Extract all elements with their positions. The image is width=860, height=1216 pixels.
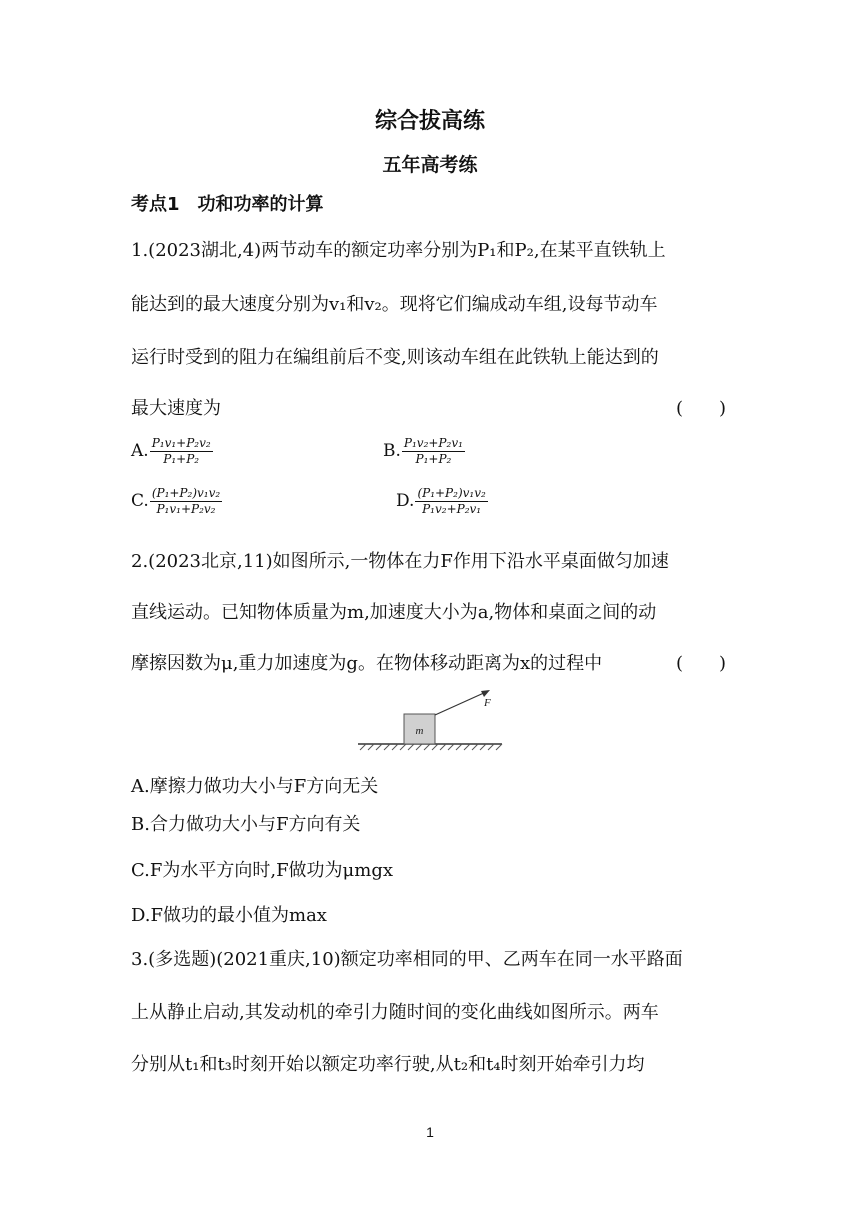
- numerator: (P₁+P₂)v₁v₂: [151, 486, 221, 500]
- fraction: [402, 436, 465, 467]
- q2-answer-bracket: ( ): [676, 653, 727, 674]
- option-label: A.: [131, 441, 149, 461]
- q2-option-a: A.摩擦力做功大小与F方向无关: [131, 776, 379, 797]
- fraction: [150, 436, 213, 467]
- q1-option-d: [396, 486, 488, 517]
- denominator: P₁v₂+P₂v₁: [422, 502, 482, 516]
- q2-option-c: C.F为水平方向时,F做功为μmgx: [131, 860, 393, 881]
- q1-line-2: 能达到的最大速度分别为v₁和v₂。现将它们编成动车组,设每节动车: [131, 294, 658, 315]
- mass-label: m: [415, 725, 424, 737]
- q1-line-4: 最大速度为: [131, 398, 221, 419]
- denominator: P₁+P₂: [163, 452, 200, 466]
- q1-line-1: 1.(2023湖北,4)两节动车的额定功率分别为P₁和P₂,在某平直铁轨上: [131, 240, 666, 261]
- q3-line-2: 上从静止启动,其发动机的牵引力随时间的变化曲线如图所示。两车: [131, 1002, 659, 1023]
- q1-option-a: [131, 436, 213, 467]
- q2-option-d: D.F做功的最小值为max: [131, 905, 327, 926]
- q2-figure-block-on-table: [350, 684, 510, 756]
- q3-line-1: 3.(多选题)(2021重庆,10)额定功率相同的甲、乙两车在同一水平路面: [131, 949, 683, 970]
- q2-option-b: B.合力做功大小与F方向有关: [131, 814, 361, 835]
- numerator: P₁v₂+P₂v₁: [403, 436, 463, 450]
- fraction: [150, 486, 222, 517]
- fraction: [415, 486, 487, 517]
- q2-line-2: 直线运动。已知物体质量为m,加速度大小为a,物体和桌面之间的动: [131, 602, 657, 623]
- q1-answer-bracket: ( ): [676, 398, 727, 419]
- q3-line-3: 分别从t₁和t₃时刻开始以额定功率行驶,从t₂和t₄时刻开始牵引力均: [131, 1054, 645, 1075]
- table-hatching: [360, 744, 502, 750]
- q2-line-3: 摩擦因数为μ,重力加速度为g。在物体移动距离为x的过程中: [131, 653, 603, 674]
- force-label: F: [484, 697, 491, 709]
- q1-option-b: [383, 436, 465, 467]
- denominator: P₁v₁+P₂v₂: [156, 502, 216, 516]
- force-arrowhead: [481, 690, 490, 697]
- numerator: (P₁+P₂)v₁v₂: [417, 486, 486, 500]
- page-number: 1: [426, 1124, 434, 1140]
- q2-line-1: 2.(2023北京,11)如图所示,一物体在力F作用下沿水平桌面做匀加速: [131, 551, 669, 572]
- q1-option-c: [131, 486, 222, 517]
- option-label: C.: [131, 491, 149, 511]
- section-heading: 考点1 功和功率的计算: [131, 194, 324, 215]
- numerator: P₁v₁+P₂v₂: [151, 436, 211, 450]
- denominator: P₁+P₂: [415, 452, 452, 466]
- force-arrow-shaft: [435, 692, 486, 715]
- option-label: B.: [383, 441, 401, 461]
- page-subtitle: 五年高考练: [382, 154, 478, 176]
- q1-line-3: 运行时受到的阻力在编组前后不变,则该动车组在此铁轨上能达到的: [131, 347, 659, 368]
- page-title: 综合拔高练: [374, 109, 485, 134]
- option-label: D.: [396, 491, 415, 511]
